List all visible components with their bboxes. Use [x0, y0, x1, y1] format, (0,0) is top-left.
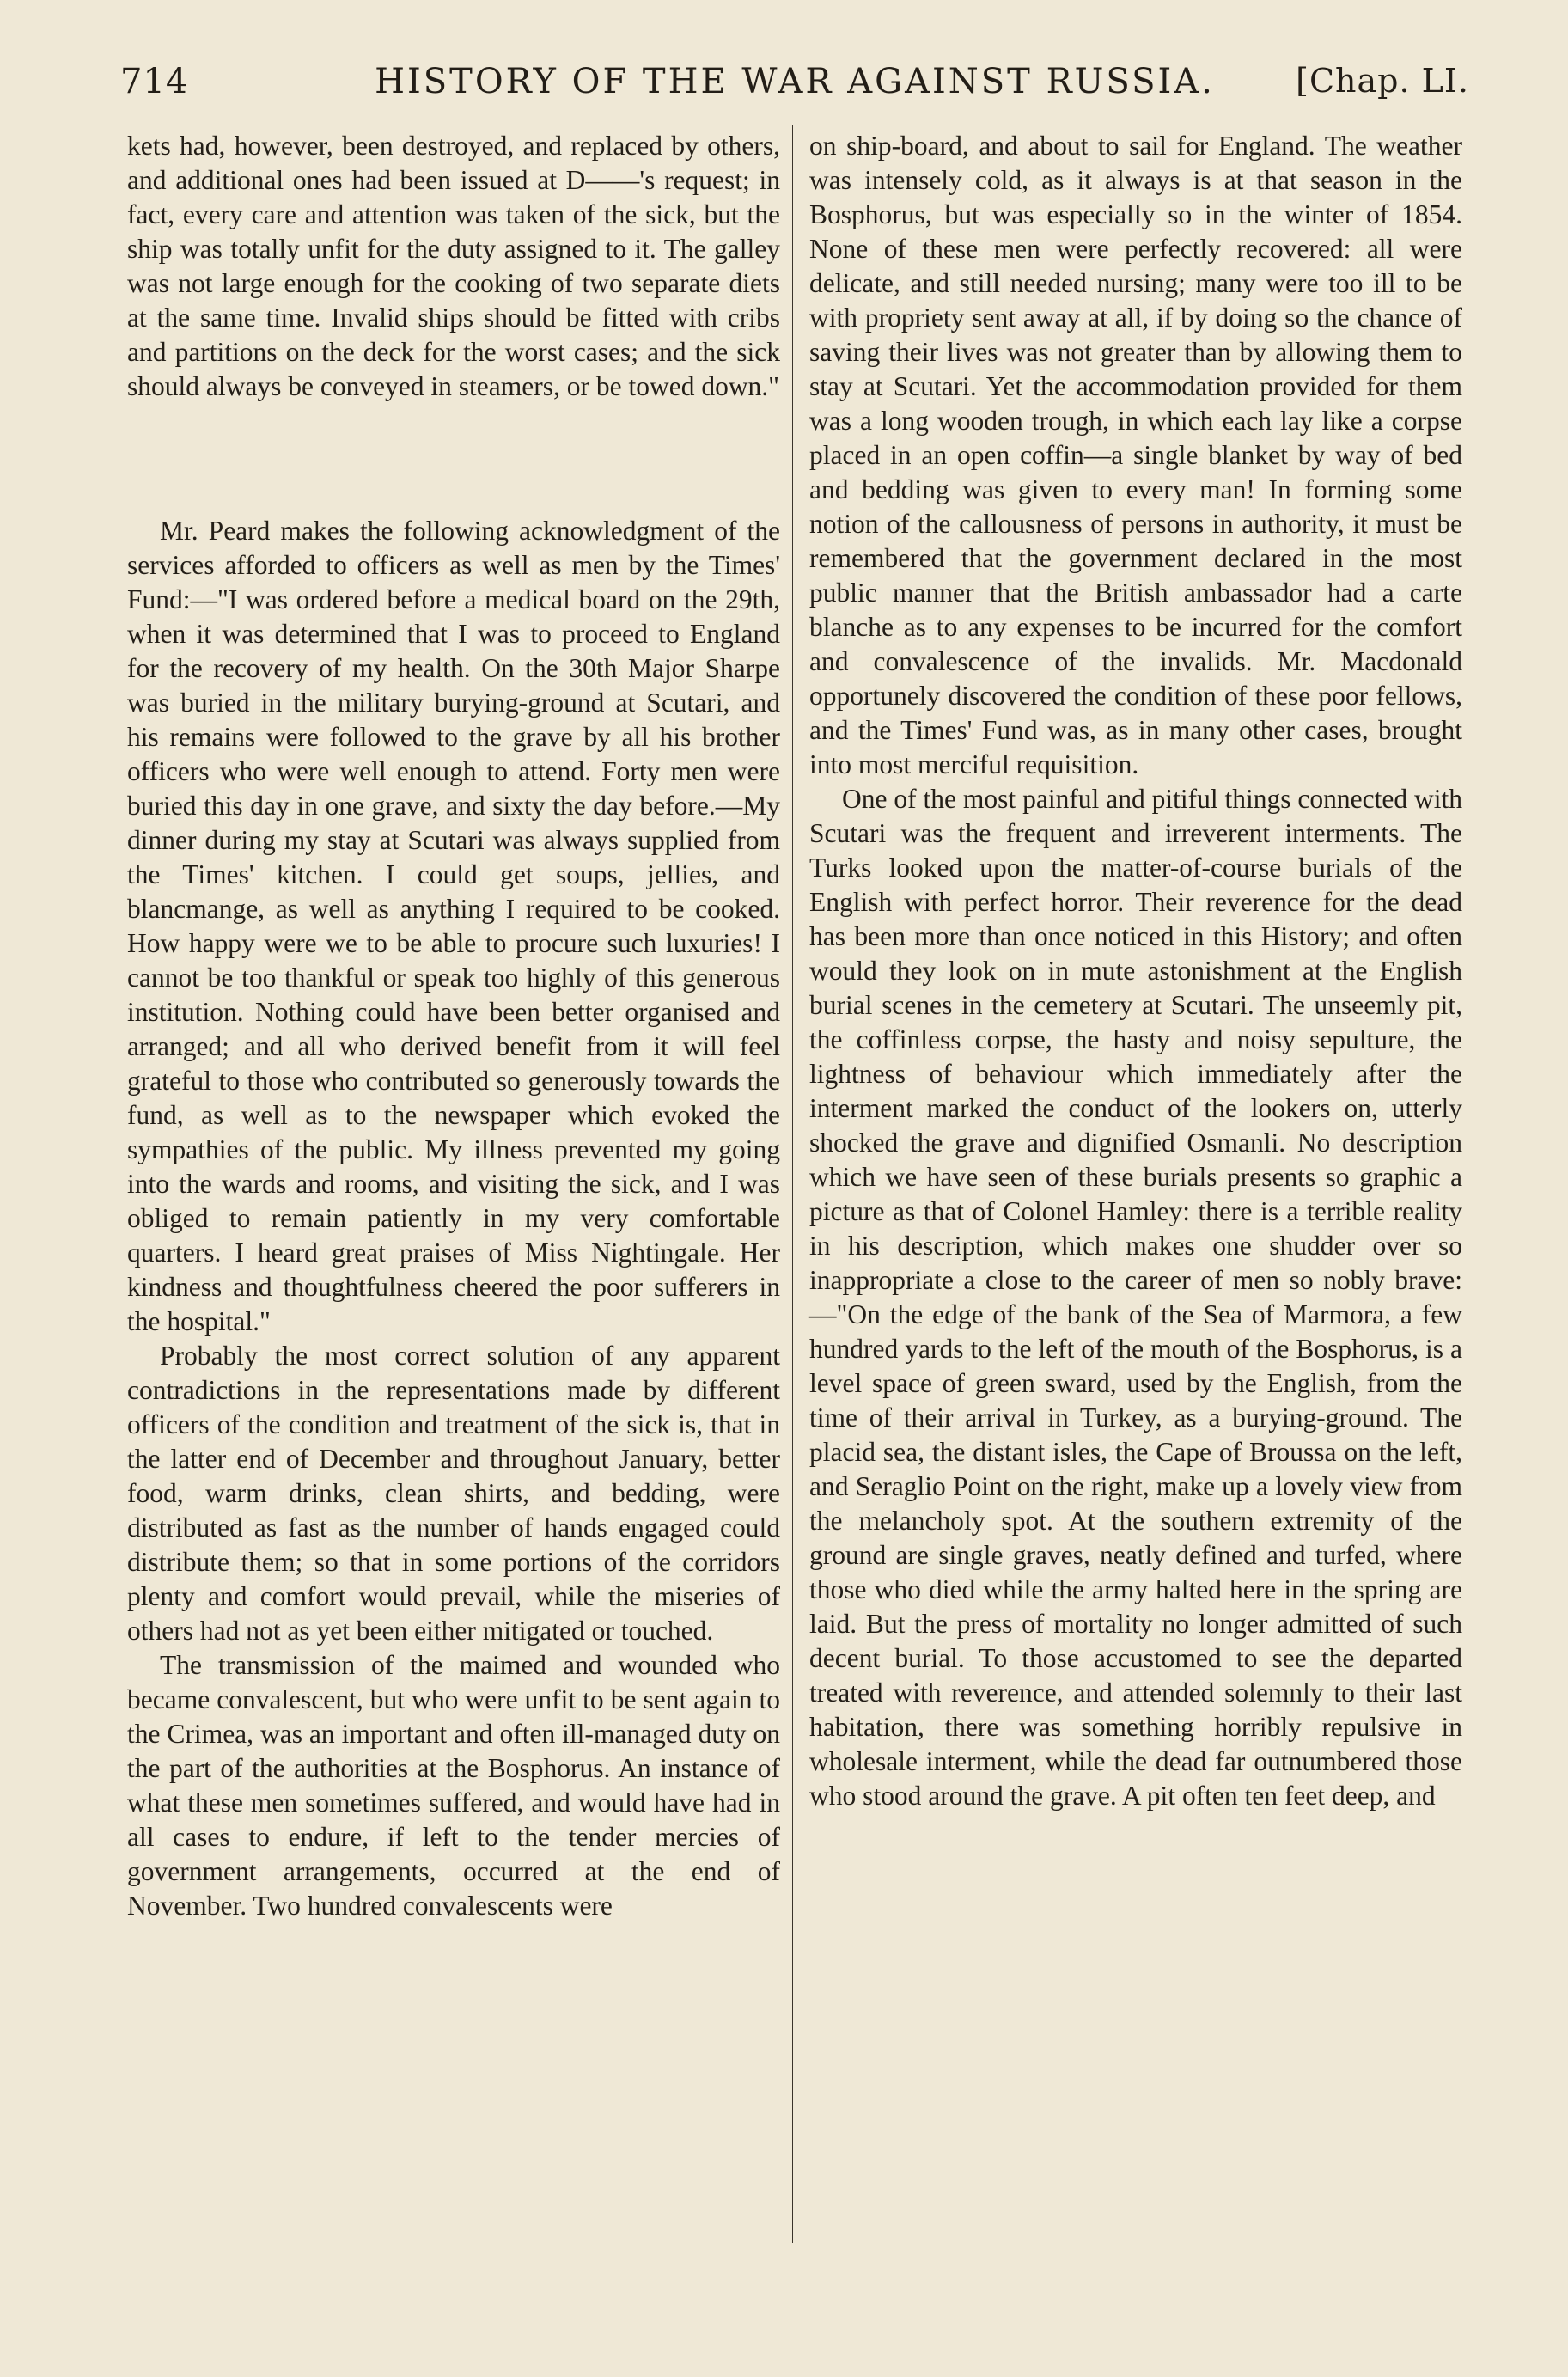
left-paragraph-4: The transmission of the maimed and wounded who became convalescent, but who were unfit to be sent again to the Crimea, was an important and often ill-managed duty on the part of the authorities at the Bosphorus. An instance of what these men sometimes suffered, and would have had in all cases to endure, if left to the tender mercies of government arrangements, occurred at the end of November. Two hundred convalescents were [127, 1650, 780, 1921]
page-header [120, 62, 1469, 113]
left-paragraph-3: Probably the most correct solution of any apparent contradictions in the representations made by different officers of the condition and treatment of the sick is, that in the latter end of December and throughout January, better food, warm drinks, clean shirts, and bedding, were distributed as fast as the number of hands engaged could distribute them; so that in some portions of the corridors plenty and comfort would prevail, while the miseries of others had not as yet been either mitigated or touched. [127, 1341, 780, 1646]
right-column [809, 129, 1462, 1813]
right-paragraph-2: One of the most painful and pitiful things connected with Scutari was the frequent and irreverent interments. The Turks looked upon the matter-of-course burials of the English with perfect horror. Their reverence for the dead has been more than once noticed in this History; and often would they look on in mute astonishment at the English burial scenes in the cemetery at Scutari. The unseemly pit, the coffinless corpse, the hasty and noisy sepulture, the lightness of behaviour which immediately after the interment marked the conduct of the lookers on, utterly shocked the grave and dignified Osmanli. No description which we have seen of these burials presents so graphic a picture as that of Colonel Hamley: there is a terrible reality in his description, which makes one shudder over so inappropriate a close to the career of men so nobly brave:—"On the edge of the bank of the Sea of Marmora, a few hundred yards to the left of the mouth of the Bosphorus, is a level space of green sward, used by the English, from the time of their arrival in Turkey, as a burying-ground. The placid sea, the distant isles, the Cape of Broussa on the left, and Seraglio Point on the right, make up a lovely view from the melancholy spot. At the southern extremity of the ground are single graves, neatly defined and turfed, where those who died while the army halted here in the spring are laid. But the press of mortality no longer admitted of such decent burial. To those accustomed to see the departed treated with reverence, and attended solemnly to their last habitation, there was something horribly repulsive in wholesale interment, while the dead far outnumbered those who stood around the grave. A pit often ten feet deep, and [809, 784, 1462, 1811]
left-column [127, 129, 780, 1923]
chapter-label: [Chap. LI. [1296, 62, 1469, 100]
running-title: HISTORY OF THE WAR AGAINST RUSSIA. [375, 62, 1215, 101]
left-paragraph-1: kets had, however, been destroyed, and replaced by others, and additional ones had been issued at D——'s request; in fact, every care and attention was taken of the sick, but the ship was totally unfit for the duty assigned to it. The galley was not large enough for the cooking of two separate diets at the same time. Invalid ships should be fitted with cribs and partitions on the deck for the worst cases; and the sick should always be conveyed in steamers, or be towed down." [127, 131, 780, 401]
left-paragraph-2: Mr. Peard makes the following acknowledgment of the services afforded to officers as well as men by the Times' Fund:—"I was ordered before a medical board on the 29th, when it was determined that I was to proceed to England for the recovery of my health. On the 30th Major Sharpe was buried in the military burying-ground at Scutari, and his remains were followed to the grave by all his brother officers who were well enough to attend. Forty men were buried this day in one grave, and sixty the day before.—My dinner during my stay at Scutari was always supplied from the Times' kitchen. I could get soups, jellies, and blancmange, as well as anything I required to be cooked. How happy were we to be able to procure such luxuries! I cannot be too thankful or speak too highly of this generous institution. Nothing could have been better organised and arranged; and all who derived benefit from it will feel grateful to those who contributed so generously towards the fund, as well as to the newspaper which evoked the sympathies of the public. My illness prevented my going into the wards and rooms, and visiting the sick, and I was obliged to remain patiently in my very comfortable quarters. I heard great praises of Miss Nightingale. Her kindness and thoughtfulness cheered the poor sufferers in the hospital." [127, 516, 780, 1336]
right-paragraph-1: on ship-board, and about to sail for England. The weather was intensely cold, as it always is at that season in the Bosphorus, but was especially so in the winter of 1854. None of these men were perfectly recovered: all were delicate, and still needed nursing; many were too ill to be with propriety sent away at all, if by doing so the chance of saving their lives was not greater than by allowing them to stay at Scutari. Yet the accommodation provided for them was a long wooden trough, in which each lay like a corpse placed in an open coffin—a single blanket by way of bed and bedding was given to every man! In forming some notion of the callousness of persons in authority, it must be remembered that the government declared in the most public manner that the British ambassador had a carte blanche as to any expenses to be incurred for the comfort and convalescence of the invalids. Mr. Macdonald opportunely discovered the condition of these poor fellows, and the Times' Fund was, as in many other cases, brought into most merciful requisition. [809, 131, 1462, 779]
page-number: 714 [120, 62, 189, 101]
column-divider [792, 125, 793, 2243]
